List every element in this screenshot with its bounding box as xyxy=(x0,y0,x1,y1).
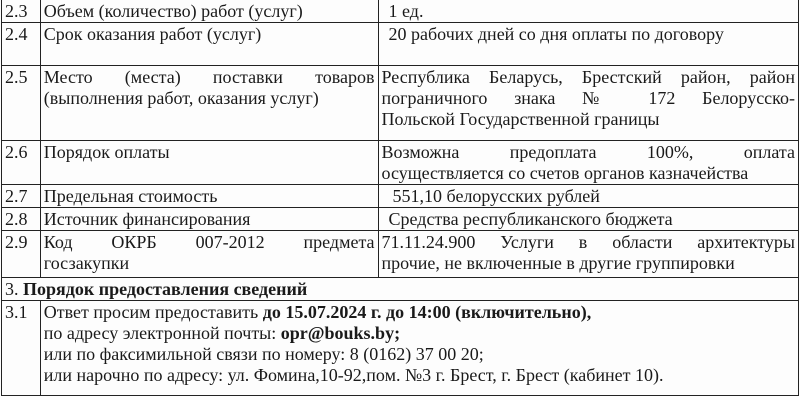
response-deadline: до 15.07.2024 г. до 14:00 (включительно), xyxy=(262,302,592,322)
email-prefix: по адресу электронной почты: xyxy=(43,323,281,343)
table-row xyxy=(2,66,799,141)
table-row xyxy=(2,0,799,23)
section-header-row xyxy=(2,278,799,301)
row-value: 551,10 белорусских рублей xyxy=(378,185,798,208)
row-name xyxy=(40,66,378,141)
row-value xyxy=(378,231,798,278)
table-row xyxy=(2,208,799,231)
row-value: 20 рабочих дней со дня оплаты по договору xyxy=(378,23,798,66)
row-value-line: 71.11.24.900 Услуги в области архитектуры xyxy=(381,232,795,252)
address-line: или нарочно по адресу: ул. Фомина,10-92,пом. №3 г. Брест, г. Брест (кабинет 10). xyxy=(43,365,664,385)
row-number: 2.8 xyxy=(2,208,41,231)
row-value-line: Возможна предоплата 100%, оплата xyxy=(381,142,795,162)
table-row xyxy=(2,141,799,185)
row-name: Источник финансирования xyxy=(40,208,378,231)
row-number: 2.6 xyxy=(2,141,41,185)
response-deadline-prefix: Ответ просим предоставить xyxy=(43,302,263,322)
row-number: 2.7 xyxy=(2,185,41,208)
row-value xyxy=(378,66,798,141)
section-header xyxy=(2,278,799,301)
row-name-line: госзакупки xyxy=(43,253,130,273)
row-value-line: Польской Государственной границы xyxy=(381,109,660,129)
row-name: Предельная стоимость xyxy=(40,185,378,208)
table-row xyxy=(2,185,799,208)
procurement-table xyxy=(1,0,799,396)
row-number: 2.4 xyxy=(2,23,41,66)
row-value xyxy=(378,141,798,185)
row-name: Объем (количество) работ (услуг) xyxy=(40,0,378,23)
row-name-line: (выполнения работ, оказания услуг) xyxy=(43,88,319,108)
row-value xyxy=(40,301,798,396)
row-value-line: прочие, не включенные в другие группировки xyxy=(381,253,735,273)
row-number: 2.9 xyxy=(2,231,41,278)
section-number: 3. xyxy=(5,279,19,299)
row-name: Порядок оплаты xyxy=(40,141,378,185)
email-line xyxy=(44,323,795,344)
row-value-line: пограничного знака № 172 Белорусско- xyxy=(381,88,795,108)
response-deadline-line xyxy=(44,302,795,323)
row-value: Средства республиканского бюджета xyxy=(378,208,798,231)
row-name xyxy=(40,231,378,278)
row-number: 2.5 xyxy=(2,66,41,141)
row-value-line: осуществляется со счетов органов казначейства xyxy=(381,163,749,183)
fax-line: или по факсимильной связи по номеру: 8 (0162) 37 00 20; xyxy=(43,344,484,364)
row-number: 2.3 xyxy=(2,0,41,23)
row-value-line: Республика Беларусь, Брестский район, район xyxy=(381,67,795,87)
row-number: 3.1 xyxy=(2,301,41,396)
row-name-line: Код ОКРБ 007-2012 предмета xyxy=(43,232,375,252)
row-name: Срок оказания работ (услуг) xyxy=(40,23,378,66)
section-title: Порядок предоставления сведений xyxy=(23,279,308,299)
table-row xyxy=(2,231,799,278)
row-value: 1 ед. xyxy=(378,0,798,23)
email-address[interactable]: opr@bouks.by; xyxy=(280,323,401,343)
table-row xyxy=(2,301,799,396)
table-row xyxy=(2,23,799,66)
row-name-line: Место (места) поставки товаров xyxy=(43,67,375,87)
